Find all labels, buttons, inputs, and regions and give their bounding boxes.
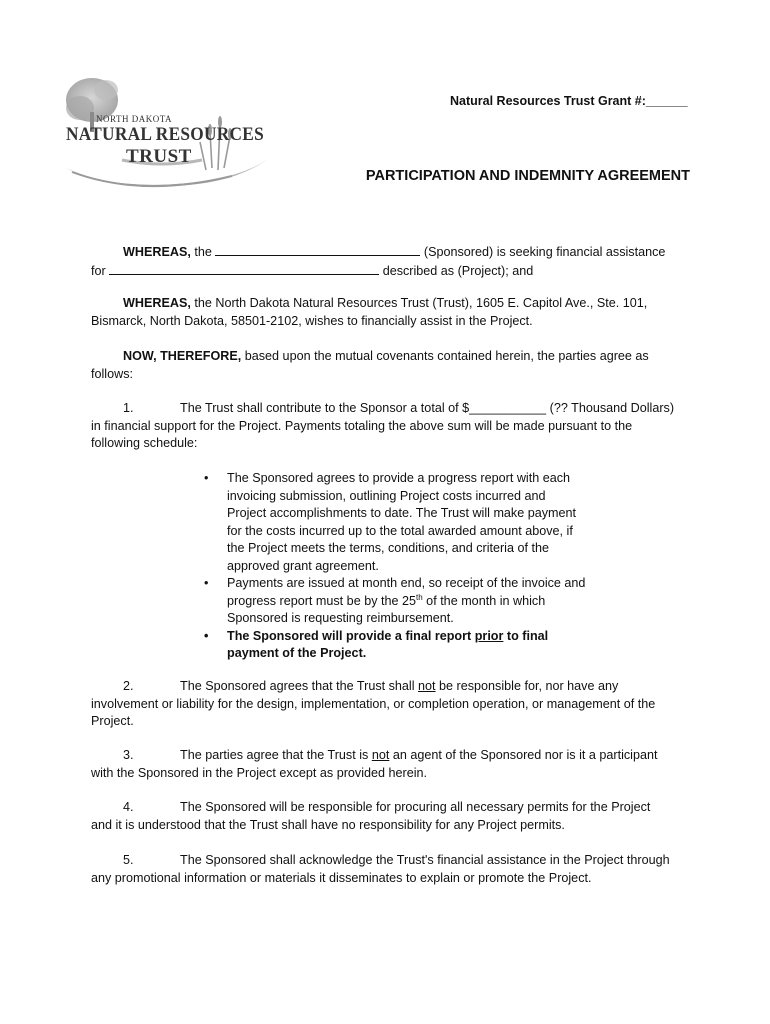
clause-1: 1. The Trust shall contribute to the Sponsor a total of $___________ (?? Thousand Dollars) in financial support for the Project. Payments totaling the above sum will be made pursuant to the following schedule:: [91, 401, 675, 450]
grant-number-label: Natural Resources Trust Grant #:______: [450, 94, 688, 108]
logo-line3: TRUST: [126, 146, 192, 167]
whereas-trust-paragraph: WHEREAS, the North Dakota Natural Resources Trust (Trust), 1605 E. Capitol Ave., Ste. 101, Bismarck, North Dakota, 58501-2102, wishes to financially assist in the Project.: [91, 296, 648, 328]
logo-line1: NORTH DAKOTA: [96, 114, 172, 124]
logo-line2: NATURAL RESOURCES: [66, 124, 264, 145]
clause-2: 2. The Sponsored agrees that the Trust shall not be responsible for, nor have any involvement or liability for the design, implementation, or completion operation, or management of the Project.: [91, 679, 656, 728]
payment-schedule-list: [196, 470, 596, 663]
list-item: • The Sponsored agrees to provide a progress report with each invoicing submission, outlining Project costs incurred and Project accomplishments to date. The Trust will make payment for the costs incurred up to the total awarded amount above, if the Project meets the terms, conditions, and criteria of the approved grant agreement.: [204, 471, 577, 573]
document-title: PARTICIPATION AND INDEMNITY AGREEMENT: [365, 168, 690, 184]
sponsored-name-blank[interactable]: [215, 243, 420, 256]
list-item: • Payments are issued at month end, so receipt of the invoice and progress report must be by the 25th of the month in which Sponsored is requesting reimbursement.: [204, 576, 586, 625]
whereas-lead: WHEREAS,: [123, 245, 191, 259]
list-item: • The Sponsored will provide a final report prior to final payment of the Project.: [204, 628, 549, 660]
clause-4: 4. The Sponsored will be responsible for procuring all necessary permits for the Project and it is understood that the Trust shall have no responsibility for any Project permits.: [91, 800, 651, 832]
project-description-blank[interactable]: [109, 262, 379, 275]
north-dakota-natural-resources-trust-logo: [62, 72, 282, 198]
clause-3: 3. The parties agree that the Trust is not an agent of the Sponsored nor is it a participant with the Sponsored in the Project except as provided herein.: [91, 748, 658, 780]
clause-5: 5. The Sponsored shall acknowledge the Trust's financial assistance in the Project through any promotional information or materials it disseminates to explain or promote the Project.: [91, 853, 670, 885]
whereas-sponsored-paragraph: WHEREAS, the (Sponsored) is seeking financial assistance for described as (Project); and: [91, 245, 666, 278]
now-therefore-paragraph: NOW, THEREFORE, based upon the mutual covenants contained herein, the parties agree as follows:: [91, 349, 649, 381]
